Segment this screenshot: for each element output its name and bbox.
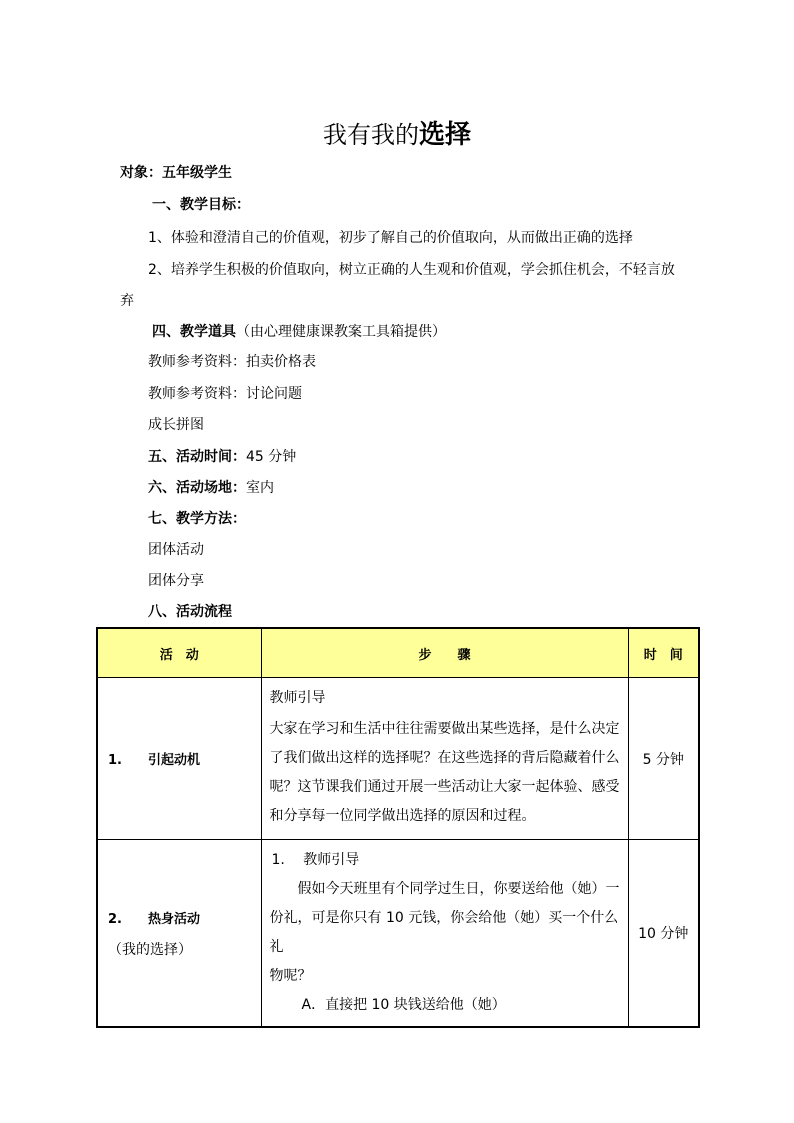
goal-1: 1、体验和澄清自己的价值观，初步了解自己的价值取向，从而做出正确的选择: [148, 230, 633, 246]
goal-2: 2、培养学生积极的价值取向，树立正确的人生观和价值观，学会抓住机会，不轻言放: [148, 262, 675, 278]
step-line: 假如今天班里有个同学过生日，你要送给他（她）一: [297, 881, 620, 897]
time-cell: 5 分钟: [628, 678, 699, 840]
table-header-row: [97, 628, 699, 678]
header-activity: 活 动: [97, 628, 261, 678]
goal-2-continued: 弃: [120, 293, 134, 309]
step-line: 了我们做出这样的选择呢？在这些选择的背后隐藏着什么: [269, 750, 620, 766]
steps-cell: [261, 678, 628, 840]
time-value: 45 分钟: [246, 449, 297, 465]
method-1: 团体活动: [148, 542, 204, 558]
tool-3: 成长拼图: [148, 417, 204, 433]
step-line: 1. 教师引导: [271, 852, 360, 868]
step-line: 大家在学习和生活中往往需要做出某些选择，是什么决定: [269, 721, 620, 737]
goals-heading: 一、教学目标：: [152, 197, 250, 213]
tools-heading: [152, 322, 446, 342]
place-line: [148, 478, 274, 498]
method-2: 团体分享: [148, 573, 204, 589]
activity-cell: [97, 678, 261, 840]
activity-flow-table: [96, 627, 700, 1028]
steps-cell: [261, 840, 628, 1028]
document-title: [0, 114, 794, 151]
header-steps: 步 骤: [261, 628, 628, 678]
title-bold: 选择: [418, 120, 471, 150]
activity-label: 1. 引起动机: [108, 753, 200, 768]
step-line: 和分享每一位同学做出选择的原因和过程。: [269, 808, 536, 824]
step-line: 呢？这节课我们通过开展一些活动让大家一起体验、感受: [269, 779, 620, 795]
tool-1: 教师参考资料：拍卖价格表: [148, 354, 316, 370]
table-row: [97, 840, 699, 1028]
tool-2: 教师参考资料：讨论问题: [148, 386, 302, 402]
flow-heading: 八、活动流程: [148, 604, 232, 620]
time-line: [148, 447, 296, 467]
place-heading: 六、活动场地：: [148, 480, 246, 496]
tools-heading-text: 四、教学道具: [152, 324, 236, 340]
target-audience: 对象：五年级学生: [120, 165, 232, 181]
activity-label: 2. 热身活动: [108, 911, 200, 927]
activity-cell: [97, 840, 261, 1028]
step-line: 教师引导: [269, 690, 326, 706]
tools-note: （由心理健康课教案工具箱提供）: [236, 324, 446, 340]
time-heading: 五、活动时间：: [148, 449, 246, 465]
time-cell: 10 分钟: [628, 840, 699, 1028]
step-line: 份礼，可是你只有 10 元钱，你会给他（她）买一个什么礼: [269, 910, 619, 955]
method-heading: 七、教学方法：: [148, 511, 246, 527]
table-row: [97, 678, 699, 840]
step-line: A．直接把 10 块钱送给他（她）: [301, 997, 506, 1013]
step-line: 物呢？: [269, 968, 312, 984]
title-normal: 我有我的: [322, 121, 419, 149]
place-value: 室内: [246, 480, 274, 496]
activity-sublabel: （我的选择）: [108, 941, 192, 958]
header-time: 时 间: [628, 628, 699, 678]
